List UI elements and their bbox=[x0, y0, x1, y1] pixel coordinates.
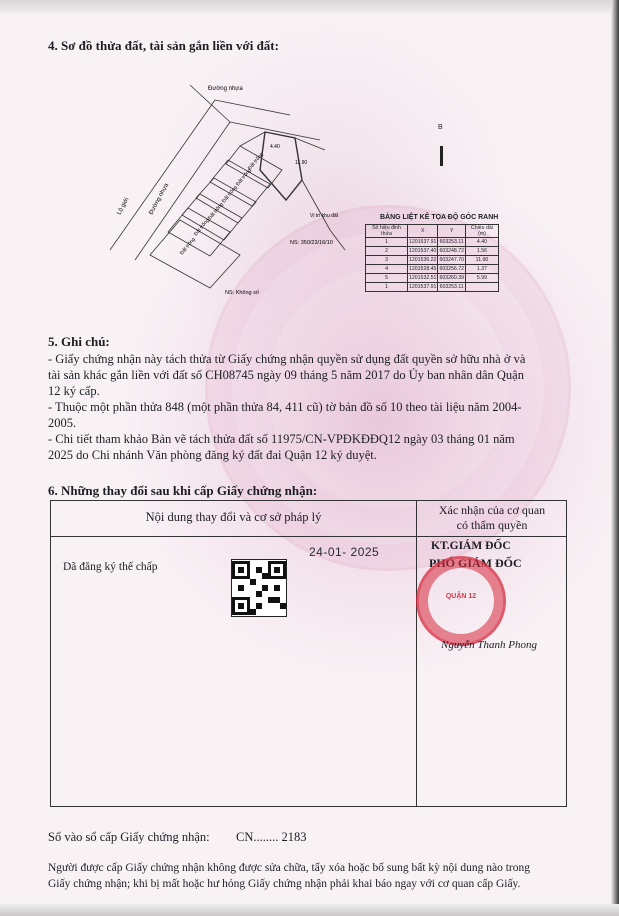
road-left-label-1: Lộ giới bbox=[116, 196, 131, 216]
table-cell bbox=[465, 283, 498, 292]
table-cell: 603247.70 bbox=[439, 257, 464, 263]
change-entry-date: 24-01- 2025 bbox=[309, 545, 380, 559]
parcel-number-label: NS: 350/23/16/10 bbox=[290, 240, 333, 246]
note-line-4: - Thuộc một phần thửa 848 (một phần thửa 84, 411 cũ) tờ bản đồ số 10 theo tài liệu năm 2004- bbox=[48, 400, 522, 414]
boundary-label: NS: Không số bbox=[225, 290, 259, 296]
parcel-marker-label: Vị trí khu đất bbox=[310, 213, 339, 219]
section-6-heading: 6. Những thay đổi sau khi cấp Giấy chứng nhận: bbox=[48, 483, 318, 498]
confirm-header-line-1: Xác nhận của cơ quan bbox=[438, 503, 546, 517]
table-cell: 1201537.91 bbox=[409, 284, 437, 290]
table-cell: 3 bbox=[366, 256, 408, 265]
note-line-5: 2005. bbox=[48, 416, 77, 430]
coord-header-length: Chiều dài (m) bbox=[465, 225, 498, 238]
table-cell: 1201528.45 bbox=[409, 266, 437, 272]
change-entry-text: Dã đăng ký thế chấp bbox=[63, 561, 158, 573]
scan-edge-bottom bbox=[0, 904, 619, 916]
table-row bbox=[366, 247, 499, 256]
table-row bbox=[366, 265, 499, 274]
note-line-3: 12 ký cấp. bbox=[48, 384, 100, 398]
footer-note-line-1: Người được cấp Giấy chứng nhận không được sửa chữa, tẩy xóa hoặc bổ sung bất kỳ nội dung nào trong bbox=[48, 862, 530, 874]
parcel-diagram bbox=[90, 60, 390, 310]
dimension-side: 11.90 bbox=[295, 160, 308, 166]
changes-header-content: Nội dung thay đổi và cơ sở pháp lý bbox=[145, 510, 322, 524]
section-4-heading: 4. Sơ đồ thửa đất, tài sản gắn liền với đất: bbox=[48, 38, 279, 53]
table-cell: 5.99 bbox=[465, 274, 498, 283]
signer-name: Nguyễn Thanh Phong bbox=[441, 639, 537, 651]
note-line-6: - Chi tiết tham khảo Bản vẽ tách thửa đất số 11975/CN-VPĐKĐĐQ12 ngày 03 tháng 01 năm bbox=[48, 432, 515, 446]
lot-label-a: Đất trống bbox=[178, 236, 197, 257]
section-5-heading: 5. Ghi chú: bbox=[48, 334, 110, 349]
table-cell: 4 bbox=[366, 265, 408, 274]
table-cell: 603256.72 bbox=[439, 266, 464, 272]
table-row bbox=[366, 274, 499, 283]
table-cell: 1201532.51 bbox=[409, 275, 437, 281]
coord-table-header bbox=[366, 225, 499, 238]
coord-header-vertex: Số hiệu đỉnh thửa bbox=[366, 225, 408, 238]
table-cell: 603260.39 bbox=[439, 275, 464, 281]
lot-label-f: Đất trống bbox=[246, 151, 265, 172]
table-divider-horizontal bbox=[51, 536, 566, 537]
table-cell: 1.56 bbox=[465, 247, 498, 256]
lot-label-c: Đất trống bbox=[206, 201, 225, 222]
table-row bbox=[366, 256, 499, 265]
table-divider-vertical bbox=[416, 501, 417, 806]
north-label: B bbox=[438, 124, 443, 131]
table-cell: 1 bbox=[366, 283, 408, 292]
coord-table bbox=[365, 224, 499, 292]
note-line-7: 2025 do Chi nhánh Văn phòng đăng ký đất đai Quận 12 ký duyệt. bbox=[48, 448, 377, 462]
table-row bbox=[366, 238, 499, 247]
table-cell: 1201537.91 bbox=[409, 239, 437, 245]
note-line-2: tài sản khác gắn liền với đất số CH08745 ngày 09 tháng 5 năm 2017 do Ủy ban nhân dân Quận bbox=[48, 368, 524, 382]
seal-text: QUẬN 12 bbox=[445, 593, 477, 600]
sign-title-2: PHÓ GIÁM ĐỐC bbox=[429, 556, 522, 570]
note-line-1: - Giấy chứng nhận này tách thửa từ Giấy chứng nhận quyền sử dụng đất quyền sở hữu nhà ở và bbox=[48, 352, 526, 366]
table-cell: 1 bbox=[366, 238, 408, 247]
register-label: Số vào sổ cấp Giấy chứng nhận: bbox=[48, 830, 210, 844]
road-top-label: Đường nhựa bbox=[208, 86, 243, 92]
table-cell: 1201536.22 bbox=[409, 257, 437, 263]
table-row bbox=[366, 283, 499, 292]
confirm-header-line-2: có thẩm quyền bbox=[456, 518, 528, 532]
coord-table-title: BẢNG LIỆT KÊ TỌA ĐỘ GÓC RANH bbox=[380, 214, 499, 221]
sign-title-1: KT.GIÁM ĐỐC bbox=[431, 540, 511, 552]
lot-label-b: Đất trống bbox=[192, 217, 211, 238]
table-cell: 603248.72 bbox=[439, 248, 464, 254]
lot-label-e: Đất trống bbox=[234, 167, 253, 188]
lot-label-d: Đất trống bbox=[220, 184, 239, 205]
dimension-top: 4.40 bbox=[270, 144, 280, 150]
scan-edge-top bbox=[0, 0, 619, 14]
table-cell: 2 bbox=[366, 247, 408, 256]
table-cell: 1.37 bbox=[465, 265, 498, 274]
table-cell: 1201537.40 bbox=[409, 248, 437, 254]
qr-code-icon bbox=[231, 559, 287, 617]
coord-header-y: Y bbox=[438, 225, 466, 238]
road-left-label-2: Đường nhựa bbox=[148, 182, 171, 216]
official-seal bbox=[416, 556, 506, 646]
coord-header-x: X bbox=[408, 225, 438, 238]
scan-edge-right bbox=[611, 0, 619, 916]
register-value: CN........ 2183 bbox=[236, 830, 307, 844]
table-cell: 5 bbox=[366, 274, 408, 283]
table-cell: 11.90 bbox=[465, 256, 498, 265]
footer-note-line-2: Giấy chứng nhận; khi bị mất hoặc hư hỏng Giấy chứng nhận phải khai báo ngay với cơ quan cấp Giấy. bbox=[48, 878, 521, 890]
north-arrow-icon bbox=[440, 146, 443, 166]
table-cell: 603253.11 bbox=[439, 239, 464, 245]
changes-header-confirm bbox=[417, 503, 567, 533]
changes-table bbox=[50, 500, 567, 807]
table-cell: 4.40 bbox=[465, 238, 498, 247]
table-cell: 603253.11 bbox=[439, 284, 464, 290]
